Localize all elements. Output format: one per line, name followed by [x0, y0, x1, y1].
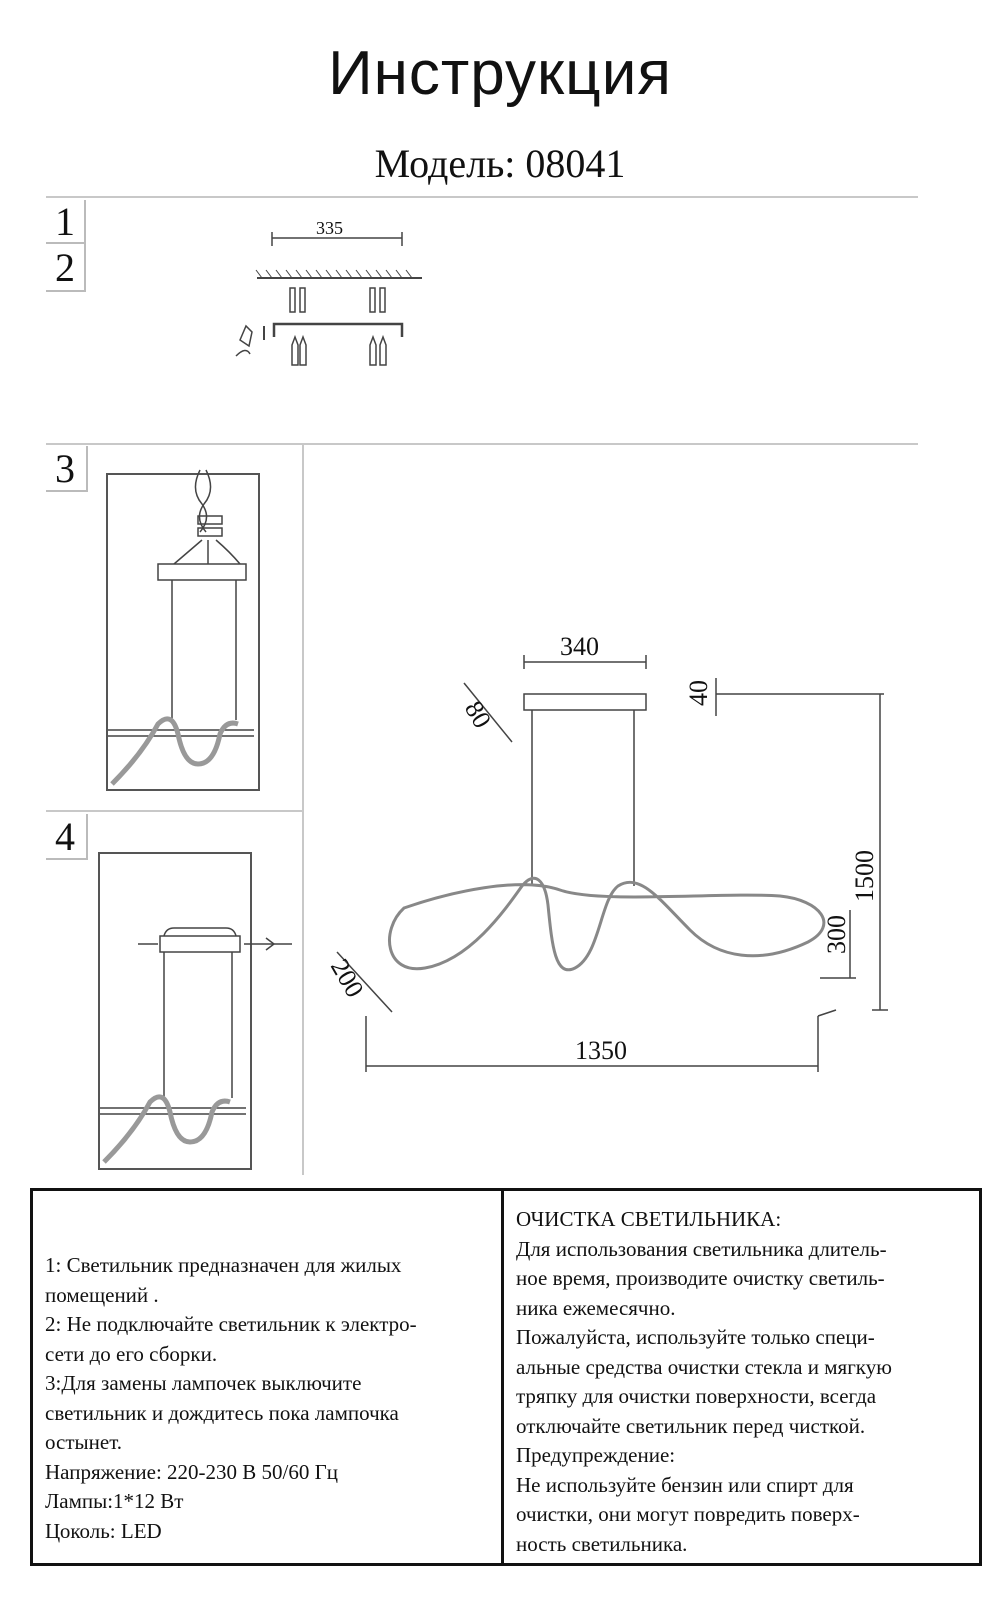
dim-total-height: 1500: [850, 850, 879, 902]
spec-lamps: Лампы:1*12 Вт: [45, 1489, 184, 1513]
note-line: 2: Не подключайте светильник к электро-: [45, 1312, 417, 1336]
note-line: помещений .: [45, 1282, 159, 1307]
mounting-bracket-drawing: [236, 232, 422, 365]
cleaning-line: Пожалуйста, используйте только специ-: [516, 1325, 875, 1349]
spec-base: Цоколь: LED: [45, 1518, 162, 1543]
installed-drawing: [100, 928, 292, 1162]
dim-loop-height: 300: [822, 915, 851, 954]
step-1-number: 1: [55, 199, 75, 244]
usage-notes: [30, 1188, 504, 1566]
cleaning-line: отключайте светильник перед чисткой.: [516, 1413, 866, 1438]
warning-heading: Предупреждение:: [516, 1443, 676, 1467]
product-dimension-drawing: [337, 655, 888, 1072]
dim-canopy-height: 40: [684, 680, 713, 706]
step-2-number: 2: [55, 245, 75, 290]
dim-canopy-width: 340: [560, 632, 599, 661]
wiring-drawing: [108, 470, 254, 784]
dim-bracket-width: 335: [316, 218, 343, 238]
cleaning-line: альные средства очистки стекла и мягкую: [516, 1354, 892, 1379]
warning-line: Не используйте бензин или спирт для: [516, 1472, 854, 1497]
document-title: Инструкция: [328, 39, 672, 108]
cleaning-line: Для использования светильника длитель-: [516, 1236, 887, 1261]
note-line: 3:Для замены лампочек выключите: [45, 1371, 362, 1395]
note-line: остынет.: [45, 1430, 123, 1454]
warning-line: очистки, они могут повредить поверх-: [516, 1502, 860, 1526]
dim-canopy-depth: 80: [458, 696, 497, 734]
note-line: сети до его сборки.: [45, 1341, 218, 1366]
cleaning-heading: ОЧИСТКА СВЕТИЛЬНИКА:: [516, 1207, 782, 1231]
warning-line: ность светильника.: [516, 1531, 688, 1556]
note-line: светильник и дождитесь пока лампочка: [45, 1400, 399, 1425]
note-line: 1: Светильник предназначен для жилых: [45, 1253, 402, 1277]
cleaning-line: ное время, производите очистку светиль-: [516, 1266, 885, 1290]
model-number: Модель: 08041: [374, 141, 626, 186]
cleaning-line: тряпку для очистки поверхности, всегда: [516, 1384, 877, 1408]
step-3-number: 3: [55, 446, 75, 491]
cleaning-notes: [504, 1188, 982, 1566]
dim-total-width: 1350: [575, 1036, 627, 1065]
step-4-number: 4: [55, 814, 75, 859]
cleaning-line: ника ежемесячно.: [516, 1295, 676, 1320]
spec-voltage: Напряжение: 220-230 В 50/60 Гц: [45, 1459, 339, 1484]
dim-tube-width: 200: [324, 954, 370, 1003]
